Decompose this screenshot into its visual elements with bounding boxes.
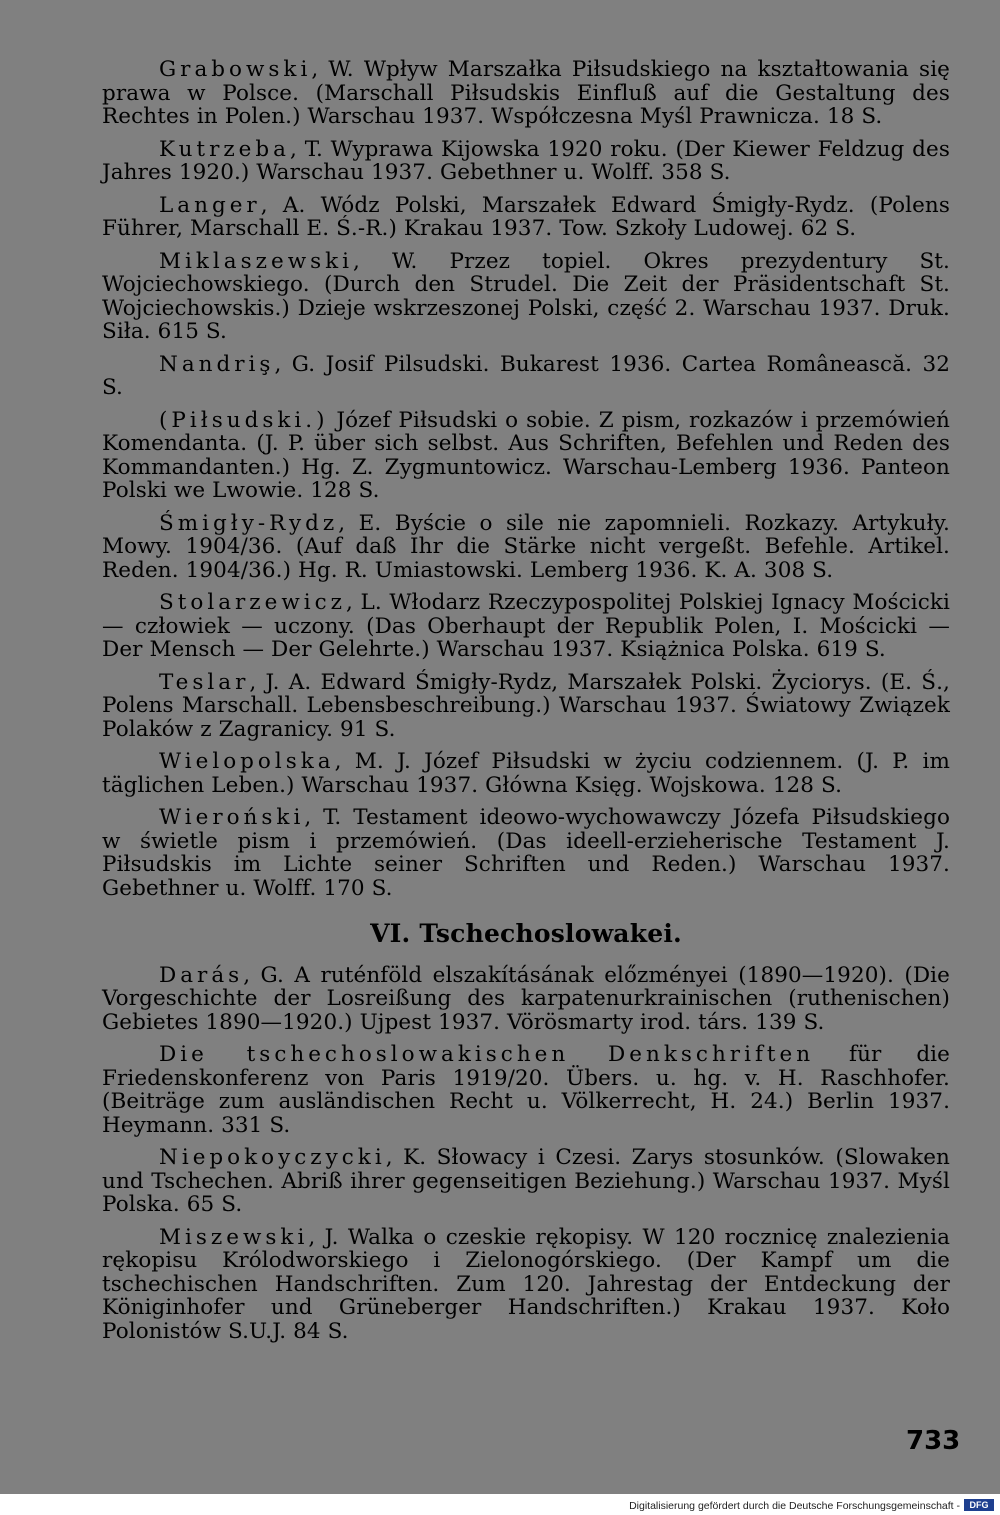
entry-author: Śmigły-Rydz [159,510,339,536]
entry-author: Teslar [159,669,250,695]
bibliography-entry [102,409,950,503]
entry-text: , L. Włodarz Rzeczypospolitej Polskiej Ignacy Mościcki — człowiek — uczony. (Das Oberhaupt der Republik Polen, I. Mościcki — Der Mensch — Der Gelehrte.) Warschau 1937. Książnica Polska. 619 S. [102,590,950,662]
footer-credit: Digitalisierung gefördert durch die Deutsche Forschungsgemeinschaft - [629,1500,960,1512]
section-heading: VI. Tschechoslowakei. [370,919,682,948]
entry-author: Die tschechoslowakischen Denkschriften [159,1042,815,1067]
entry-author: Darás [159,962,244,988]
bibliography-list-czechoslovakia [102,964,950,1344]
entry-author: Langer [159,192,261,218]
bibliography-entry [102,353,950,400]
entry-text: , W. Przez topiel. Okres prezydentury St. Wojciechowskiego. (Durch den Strudel. Die Zeit der Präsidentschaft St. Wojciechowskis.) Dzieje wskrzeszonej Polski, część 2. Warschau 1937. Druk. Siła. 615 S. [102,248,950,344]
entry-text: Józef Piłsudski o sobie. Z pism, rozkazów i przemówień Komendanta. (J. P. über sich selbst. Aus Schriften, Befehlen und Reden des Kommandanten.) Hg. Z. Zygmuntowicz. Warschau-Lemberg 1936. Panteon Polski we Lwowie. 128 S. [102,407,950,503]
entry-text: , W. Wpływ Marszałka Piłsudskiego na kształtowania się prawa w Polsce. (Marschall Piłsudskis Einfluß auf die Gestaltung des Rechtes in Polen.) Warschau 1937. Współczesna Myśl Prawnicza. 18 S. [102,57,950,129]
page-number: 733 [906,1426,961,1456]
bibliography-entry [102,591,950,662]
entry-text: , E. Byście o sile nie zapomnieli. Rozkazy. Artykuły. Mowy. 1904/36. (Auf daß Ihr die Stärke nicht vergeßt. Befehle. Artikel. Reden. 1904/36.) Hg. R. Umiastowski. Lemberg 1936. K. A. 308 S. [102,510,950,583]
bibliography-entry [102,250,950,344]
entry-author: Miszewski [159,1224,309,1250]
bibliography-entry [102,194,950,241]
entry-text: , J. Walka o czeskie rękopisy. W 120 rocznicę znalezienia rękopisu Królodworskiego i Zielonogórskiego. (Der Kampf um die tschechischen Handschriften. Zum 120. Jahrestag der Entdeckung der Königinhofer und Grüneberger Handschriften.) Krakau 1937. Koło Polonistów S.U.J. 84 S. [102,1224,950,1344]
page-content [102,58,950,1352]
entry-author: Wielopolska [159,749,335,774]
entry-text: , G. Josif Pilsudski. Bukarest 1936. Cartea Românească. 32 S. [102,351,950,400]
bibliography-entry [102,1043,950,1137]
entry-author: Kutrzeba [159,136,290,162]
entry-text: , G. A ruténföld elszakításának előzményei (1890—1920). (Die Vorgeschichte der Losreißung des karpatenurkrainischen (ruthenischen) Gebietes 1890—1920.) Ujpest 1937. Vörösmarty irod. társ. 139 S. [102,962,950,1035]
bibliography-entry [102,750,950,797]
entry-author: Miklaszewski [159,248,354,274]
entry-text: für die Friedenskonferenz von Paris 1919/20. Übers. u. hg. v. H. Raschhofer. (Beiträge zum ausländischen Recht u. Völkerrecht, H. 24.) Berlin 1937. Heymann. 331 S. [102,1042,950,1138]
entry-author: (Piłsudski.) [159,407,329,433]
entry-text: , T. Wyprawa Kijowska 1920 roku. (Der Kiewer Feldzug des Jahres 1920.) Warschau 1937. Gebethner u. Wolff. 358 S. [102,136,950,185]
entry-author: Nandriş [159,351,275,377]
bibliography-entry [102,806,950,900]
entry-author: Grabowski [159,57,312,82]
entry-text: , M. J. Józef Piłsudski w życiu codziennem. (J. P. im täglichen Leben.) Warschau 1937. Główna Księg. Wojskowa. 128 S. [102,749,950,798]
entry-author: Stolarzewicz [159,590,346,615]
bibliography-list-poland [102,58,950,900]
bibliography-entry [102,671,950,742]
entry-author: Niepokoyczycki [159,1145,386,1170]
entry-text: , T. Testament ideowo-wychowawczy Józefa Piłsudskiego w świetle pism i przemówień. (Das ideell-erzieherische Testament J. Piłsudskis im Lichte seiner Schriften und Reden.) Warschau 1937. Gebethner u. Wolff. 170 S. [102,805,950,901]
bibliography-entry [102,1146,950,1217]
bibliography-entry [102,964,950,1035]
bibliography-entry [102,512,950,583]
entry-text: , K. Słowacy i Czesi. Zarys stosunków. (Slowaken und Tschechen. Abriß ihrer gegenseitigen Beziehung.) Warschau 1937. Myśl Polska. 65 S. [102,1145,950,1217]
bibliography-entry [102,58,950,129]
footer-bar [0,1496,1000,1515]
entry-text: , J. A. Edward Śmigły-Rydz, Marszałek Polski. Życiorys. (E. Ś., Polens Marschall. Lebensbeschreibung.) Warschau 1937. Światowy Związek Polaków z Zagranicy. 91 S. [102,669,950,742]
bibliography-entry [102,138,950,185]
bibliography-entry [102,1226,950,1344]
dfg-logo-icon: DFG [964,1499,994,1511]
entry-author: Wieroński [159,805,305,830]
entry-text: , A. Wódz Polski, Marszałek Edward Śmigły-Rydz. (Polens Führer, Marschall E. Ś.-R.) Krakau 1937. Tow. Szkoły Ludowej. 62 S. [102,192,950,241]
